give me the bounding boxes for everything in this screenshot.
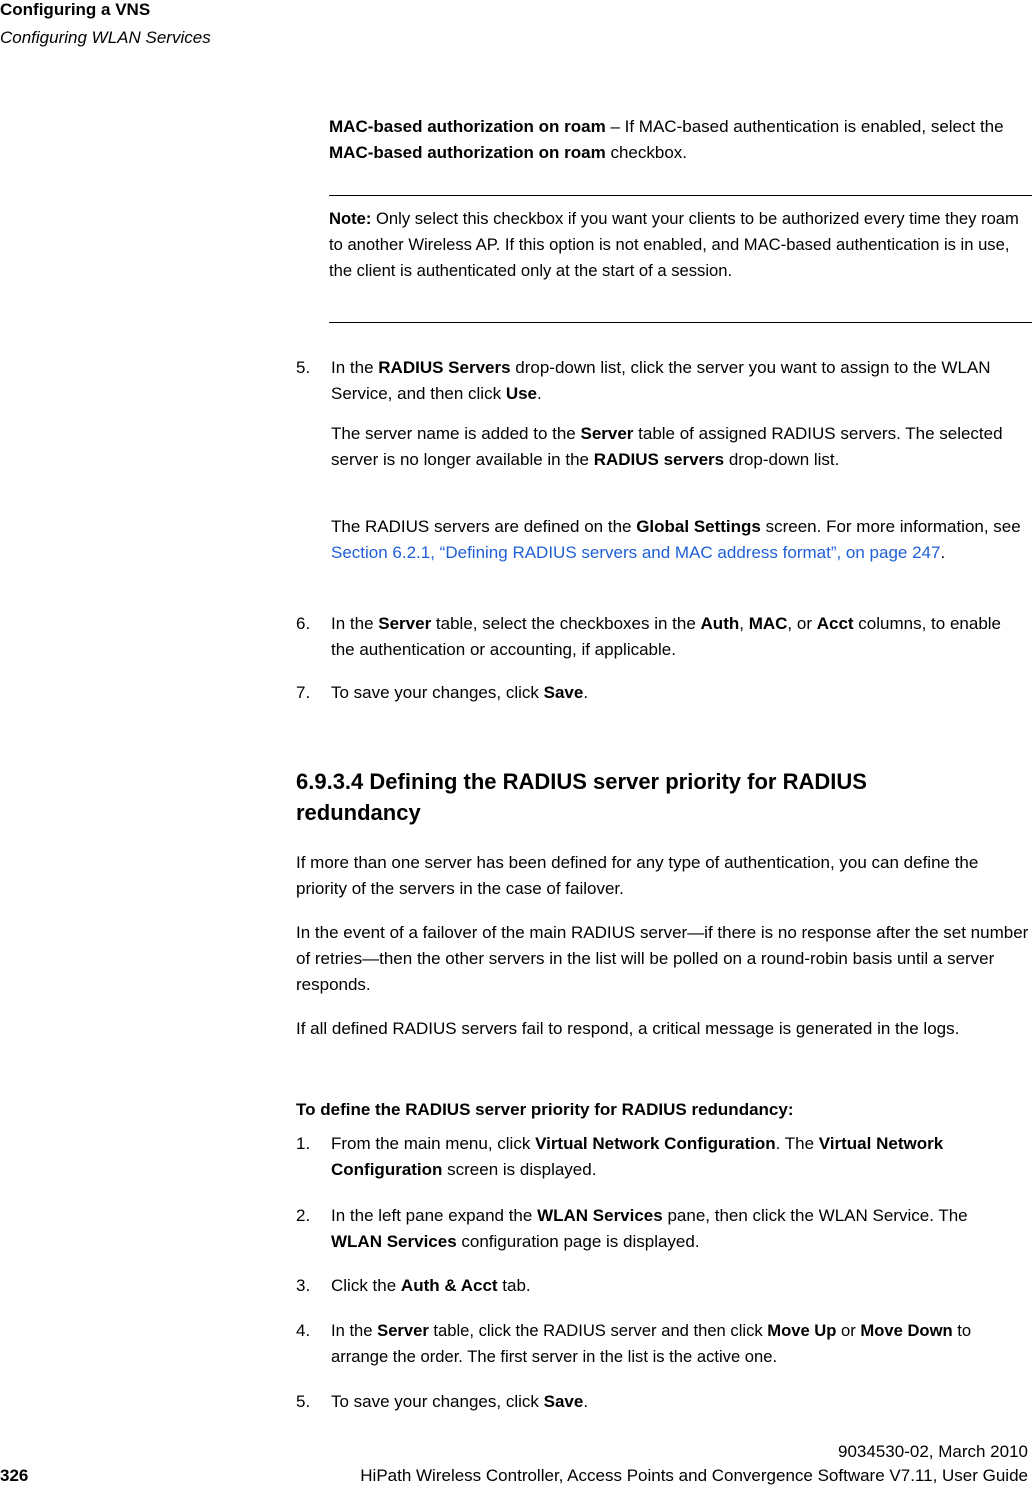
step-detail: The server name is added to the Server table of assigned RADIUS servers. The selected server is no longer available in the RADIUS servers drop-down list. [331, 424, 1003, 469]
step-text: To save your changes, click Save. [331, 1392, 589, 1411]
step-number: 4. [296, 1321, 311, 1340]
step-number: 5. [296, 1392, 311, 1411]
step-text: In the Server table, click the RADIUS server and then click Move Up or Move Down to arrange the order. The first server in the list is the active one. [331, 1321, 972, 1366]
step-text: In the RADIUS Servers drop-down list, click the server you want to assign to the WLAN Service, and then click Use. [331, 358, 991, 403]
note-top-rule [329, 195, 1032, 196]
mac-roam-label: MAC-based authorization on roam [329, 117, 606, 136]
step-text: In the Server table, select the checkboxes in the Auth, MAC, or Acct columns, to enable the authentication or accounting, if applicable. [331, 614, 1001, 659]
section-title: Configuring WLAN Services [0, 28, 211, 47]
step-detail: The RADIUS servers are defined on the Global Settings screen. For more information, see Section 6.2.1, “Defining RADIUS servers and MAC address format”, on page 247. [331, 517, 1021, 562]
step-number: 1. [296, 1134, 311, 1153]
doc-title: HiPath Wireless Controller, Access Points and Convergence Software V7.11, User Guide [360, 1466, 1028, 1485]
section-paragraph: If all defined RADIUS servers fail to respond, a critical message is generated in the logs. [296, 1019, 960, 1038]
note-paragraph: Note: Only select this checkbox if you want your clients to be authorized every time they roam to another Wireless AP. If this option is not enabled, and MAC-based authentication is in use, the client is authenticated only at the start of a session. [329, 209, 1019, 280]
note-bottom-rule [329, 322, 1032, 323]
step-number: 7. [296, 683, 311, 702]
page-number: 326 [0, 1466, 29, 1485]
step-text: Click the Auth & Acct tab. [331, 1276, 531, 1295]
section-6-2-1-link[interactable]: Section 6.2.1, “Defining RADIUS servers and MAC address format”, on page 247 [331, 543, 941, 562]
section-paragraph: If more than one server has been defined for any type of authentication, you can define the priority of the servers in the case of failover. [296, 853, 979, 898]
section-heading: 6.9.3.4 Defining the RADIUS server priority for RADIUS redundancy [296, 769, 867, 825]
chapter-title: Configuring a VNS [0, 0, 151, 19]
procedure-title: To define the RADIUS server priority for RADIUS redundancy: [296, 1100, 794, 1119]
note-label: Note: [329, 209, 372, 228]
step-text: From the main menu, click Virtual Network Configuration. The Virtual Network Configuration screen is displayed. [331, 1134, 944, 1179]
doc-number: 9034530-02, March 2010 [838, 1442, 1028, 1461]
step-text: In the left pane expand the WLAN Services pane, then click the WLAN Service. The WLAN Services configuration page is displayed. [331, 1206, 968, 1251]
mac-roam-paragraph: MAC-based authorization on roam – If MAC-based authentication is enabled, select the MAC-based authorization on roam checkbox. [329, 117, 1004, 162]
step-number: 3. [296, 1276, 311, 1295]
step-text: To save your changes, click Save. [331, 683, 589, 702]
step-number: 5. [296, 358, 311, 377]
section-paragraph: In the event of a failover of the main RADIUS server—if there is no response after the set number of retries—then the other servers in the list will be polled on a round-robin basis until a server responds. [296, 923, 1029, 994]
step-number: 2. [296, 1206, 311, 1225]
step-number: 6. [296, 614, 311, 633]
